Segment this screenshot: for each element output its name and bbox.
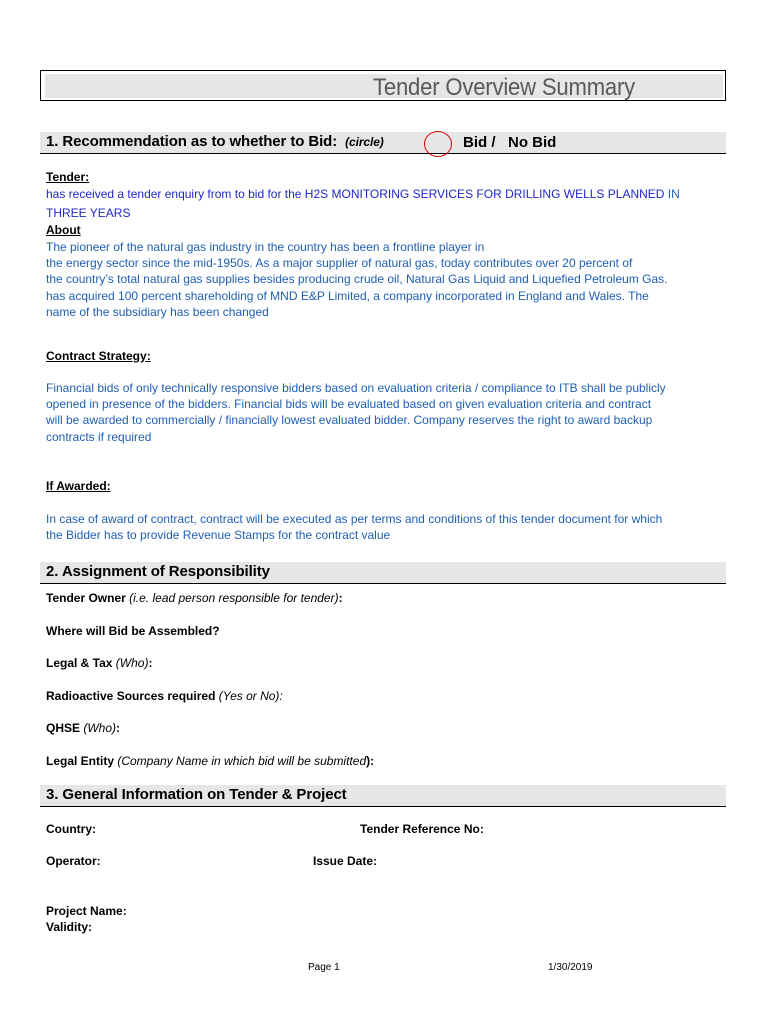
- section-2-title: 2. Assignment of Responsibility: [46, 563, 270, 580]
- about-line: the country’s total natural gas supplies besides producing crude oil, Natural Gas Liquid and Liquefied Petroleum Gas.: [46, 272, 668, 287]
- if-awarded-label: If Awarded:: [46, 479, 111, 493]
- page-number: Page 1: [308, 962, 340, 973]
- bid-options[interactable]: Bid / No Bid: [463, 134, 557, 151]
- title-background: [45, 74, 723, 101]
- tender-reference-field[interactable]: Tender Reference No:: [360, 822, 484, 836]
- project-name-field[interactable]: Project Name:: [46, 904, 127, 918]
- strategy-line: Financial bids of only technically responsive bidders based on evaluation criteria / compliance to ITB shall be publicly: [46, 381, 666, 395]
- country-field[interactable]: Country:: [46, 822, 96, 836]
- legal-entity-field[interactable]: Legal Entity (Company Name in which bid will be submitted):: [46, 754, 375, 768]
- strategy-line: opened in presence of the bidders. Financial bids will be evaluated based on given evaluation criteria and contract: [46, 397, 652, 412]
- section-1-title: 1. Recommendation as to whether to Bid:: [46, 133, 338, 150]
- circle-note: (circle): [345, 135, 384, 149]
- document-title: Tender Overview Summary: [373, 74, 636, 101]
- tender-label: Tender:: [46, 170, 90, 184]
- section-1-header: [40, 132, 726, 154]
- section-2-header: [40, 562, 726, 584]
- tender-line-2: THREE YEARS: [46, 206, 131, 220]
- tender-line-1: has received a tender enquiry from to bid for the H2S MONITORING SERVICES FOR DRILLING WELLS PLANNED: [46, 187, 668, 201]
- selection-circle: [424, 131, 452, 157]
- validity-field[interactable]: Validity:: [46, 920, 93, 934]
- contract-strategy-paragraph: [46, 380, 666, 445]
- about-paragraph: [46, 239, 667, 320]
- issue-date-field[interactable]: Issue Date:: [313, 854, 378, 868]
- section-3-title: 3. General Information on Tender & Project: [46, 786, 347, 803]
- about-line: The pioneer of the natural gas industry in the country has been a frontline player in: [46, 240, 485, 254]
- footer-date: 1/30/2019: [548, 962, 593, 973]
- strategy-line: will be awarded to commercially / financially lowest evaluated bidder. Company reserves the right to award backup: [46, 413, 653, 428]
- tender-line-1-tail: IN: [667, 187, 680, 201]
- qhse-field[interactable]: QHSE (Who):: [46, 721, 121, 735]
- awarded-line: In case of award of contract, contract will be executed as per terms and conditions of this tender document for which: [46, 512, 663, 526]
- about-line: name of the subsidiary has been changed: [46, 304, 269, 319]
- about-line: the energy sector since the mid-1950s. As a major supplier of natural gas, today contributes over 20 percent of: [46, 256, 633, 271]
- contract-strategy-label: Contract Strategy:: [46, 349, 151, 363]
- about-line: has acquired 100 percent shareholding of MND E&P Limited, a company incorporated in England and Wales. The: [46, 288, 649, 303]
- radioactive-sources-field[interactable]: Radioactive Sources required (Yes or No):: [46, 689, 283, 703]
- tender-description: [46, 186, 680, 202]
- operator-field[interactable]: Operator:: [46, 854, 101, 868]
- tender-owner-field[interactable]: Tender Owner (i.e. lead person responsible for tender):: [46, 591, 343, 605]
- about-label: About: [46, 223, 81, 237]
- if-awarded-paragraph: [46, 511, 662, 543]
- strategy-line: contracts if required: [46, 429, 152, 444]
- legal-tax-field[interactable]: Legal & Tax (Who):: [46, 656, 153, 670]
- section-3-header: [40, 785, 726, 807]
- awarded-line: the Bidder has to provide Revenue Stamps for the contract value: [46, 528, 391, 543]
- title-box: [40, 70, 726, 101]
- bid-assembly-field[interactable]: Where will Bid be Assembled?: [46, 624, 220, 638]
